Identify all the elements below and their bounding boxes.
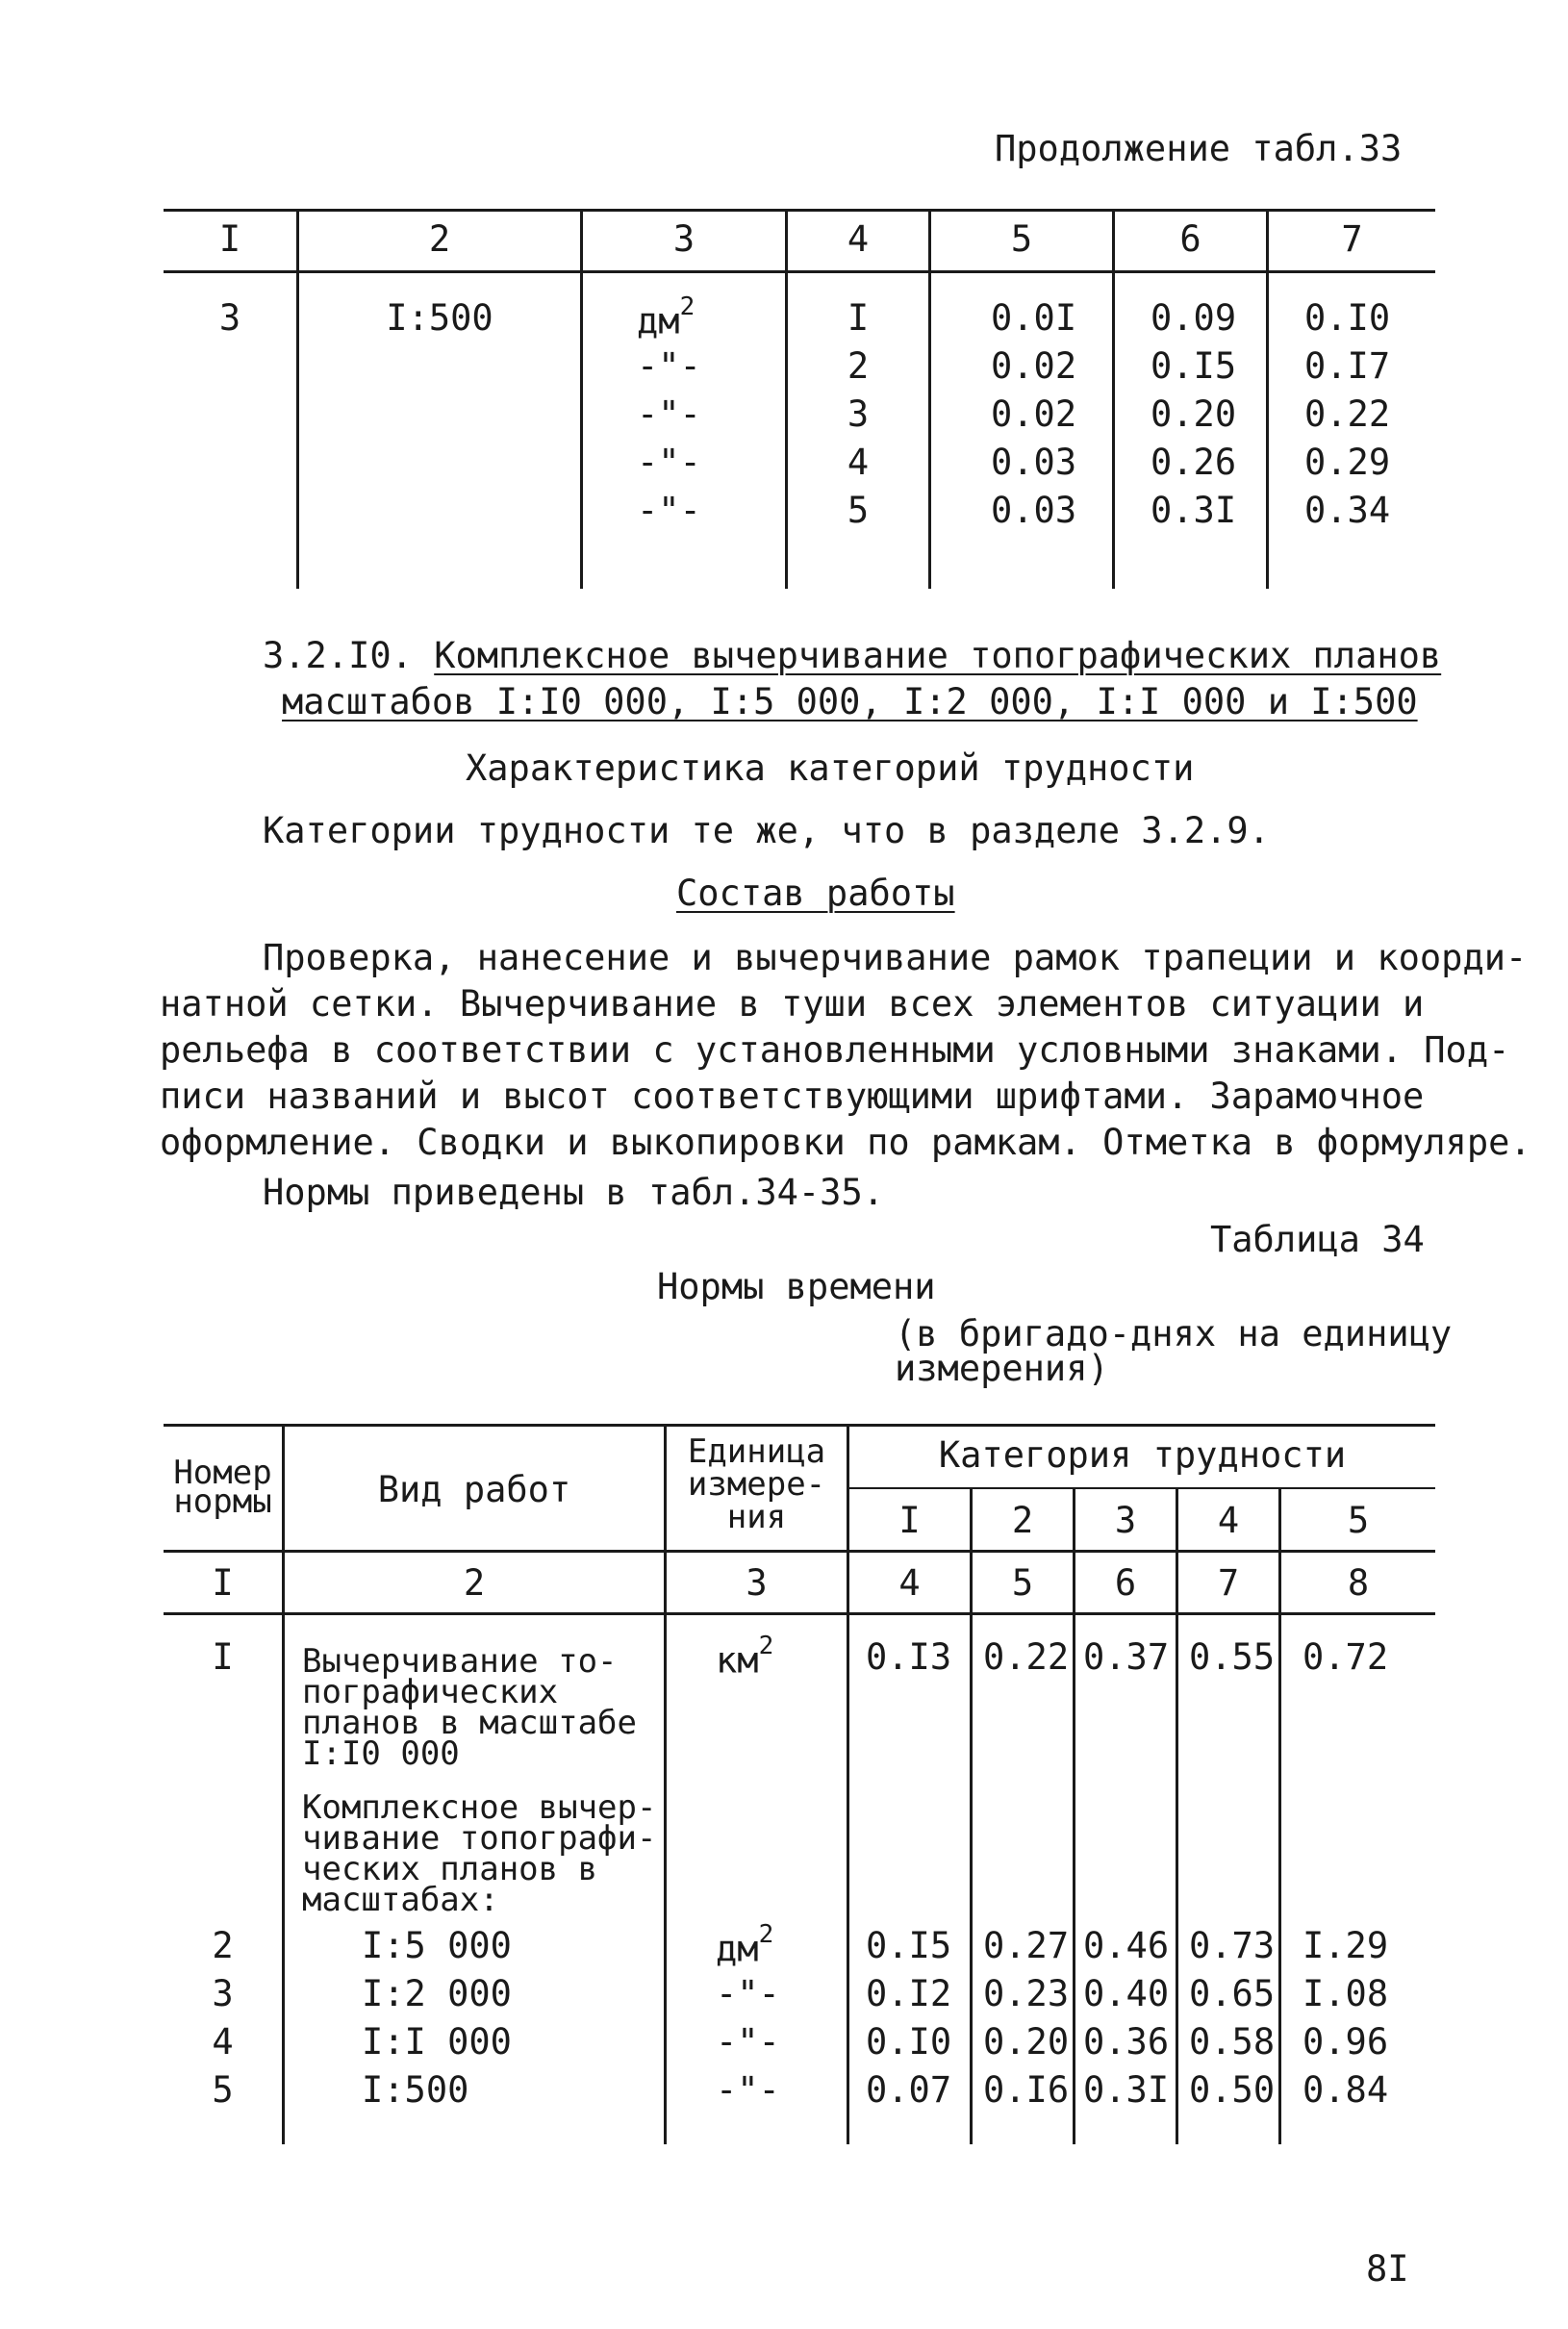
value-cell: 0.36 [1083, 2021, 1170, 2063]
value-cell: I.29 [1302, 1925, 1389, 1966]
header-work-type: Вид работ [377, 1469, 571, 1510]
header-unit: ния [726, 1498, 787, 1536]
norms-reference: Нормы приведены в табл.34-35. [263, 1172, 885, 1213]
category-cell: 5 [847, 490, 870, 531]
value-cell: 0.09 [1151, 297, 1237, 339]
value-cell: 0.3I [1083, 2069, 1170, 2111]
column-number: 8 [1347, 1562, 1370, 1604]
header-category-number: 4 [1217, 1500, 1240, 1541]
work-description-line: Вычерчивание то- [302, 1642, 618, 1681]
value-cell: 0.I0 [866, 2021, 952, 2063]
table33-col-divider [1112, 209, 1115, 589]
column-number: 6 [1114, 1562, 1137, 1604]
table33-header-cell: 5 [1010, 218, 1033, 260]
scale-cell: I:I 000 [362, 2021, 512, 2063]
work-description-line: чивание топографи- [302, 1819, 657, 1858]
value-cell: 0.20 [983, 2021, 1070, 2063]
header-unit: Единица [687, 1432, 826, 1471]
unit-cell: -"- [637, 442, 701, 483]
category-cell: I [847, 297, 870, 339]
table33-col-divider [928, 209, 931, 589]
unit-cell: -"- [716, 1973, 780, 2014]
work-heading: Состав работы [676, 873, 955, 914]
difficulty-heading: Характеристика категорий трудности [466, 747, 1195, 789]
value-cell: 0.I7 [1304, 345, 1391, 387]
norm-number: 5 [212, 2069, 234, 2111]
value-cell: 0.03 [991, 442, 1077, 483]
work-description-line: I:I0 000 [302, 1734, 460, 1773]
work-description-line: Комплексное вычер- [302, 1788, 657, 1827]
value-cell: 0.27 [983, 1925, 1070, 1966]
value-cell: 0.84 [1302, 2069, 1389, 2111]
column-number: 2 [463, 1562, 486, 1604]
table33-norm-number: 3 [218, 297, 241, 339]
table33-header-rule [164, 270, 1435, 273]
section-title-line2: масштабов I:I0 000, I:5 000, I:2 000, I:I 000 и I:500 [282, 681, 1418, 722]
value-cell: 0.23 [983, 1973, 1070, 2014]
work-description-line: ческих планов в [302, 1850, 598, 1888]
unit-cell: -"- [716, 2069, 780, 2111]
table33-header-cell: 4 [847, 218, 870, 260]
header-norm-number: Номер [173, 1454, 272, 1492]
table34-col-divider [282, 1424, 285, 2144]
header-category-number: 5 [1347, 1500, 1370, 1541]
value-cell: 0.46 [1083, 1925, 1170, 1966]
section-heading [263, 635, 1442, 676]
table33-header-cell: 7 [1341, 218, 1363, 260]
table33-scale: I:500 [386, 297, 493, 339]
difficulty-text: Категории трудности те же, что в разделе 3.2.9. [263, 810, 1270, 851]
category-cell: 4 [847, 442, 870, 483]
value-cell: 0.20 [1151, 393, 1237, 435]
value-cell: 0.34 [1304, 490, 1391, 531]
work-description-line: масштабах: [302, 1881, 499, 1919]
value-cell: 0.29 [1304, 442, 1391, 483]
table33-col-divider [1266, 209, 1269, 589]
work-description-line: планов в масштабе [302, 1704, 637, 1742]
work-description-line: пографических [302, 1673, 559, 1711]
table-title: Нормы времени [657, 1266, 936, 1307]
table34-header-rule [164, 1550, 1435, 1553]
unit-cell: -"- [637, 345, 701, 387]
table34-top-rule [164, 1424, 1435, 1427]
column-number: 7 [1217, 1562, 1240, 1604]
table33-col-divider [580, 209, 583, 589]
table33-header-cell: 6 [1179, 218, 1201, 260]
column-number: 4 [898, 1562, 921, 1604]
value-cell: 0.02 [991, 345, 1077, 387]
value-cell: 0.40 [1083, 1973, 1170, 2014]
table33-col-divider [296, 209, 299, 589]
category-cell: 2 [847, 345, 870, 387]
value-cell: 0.I5 [866, 1925, 952, 1966]
section-number: 3.2.I0. [263, 635, 413, 676]
value-cell: I.08 [1302, 1973, 1389, 2014]
table-label: Таблица 34 [1210, 1219, 1425, 1260]
unit-cell: -"- [637, 393, 701, 435]
paragraph-line: рельефа в соответствии с установленными условными знаками. Под- [160, 1029, 1510, 1071]
category-cell: 3 [847, 393, 870, 435]
value-cell: 0.22 [1304, 393, 1391, 435]
value-cell: 0.65 [1189, 1973, 1276, 2014]
norm-number: I [212, 1636, 234, 1678]
norm-number: 4 [212, 2021, 234, 2063]
value-cell: 0.I3 [866, 1636, 952, 1678]
value-cell: 0.I5 [1151, 345, 1237, 387]
header-category: Категория трудности [938, 1434, 1347, 1476]
paragraph-line: писи названий и высот соответствующими шрифтами. Зарамочное [160, 1076, 1425, 1117]
header-category-number: I [898, 1500, 921, 1541]
table34-colnum-rule [164, 1612, 1435, 1615]
paragraph-line: Проверка, нанесение и вычерчивание рамок трапеции и коорди- [263, 937, 1528, 978]
norm-number: 2 [212, 1925, 234, 1966]
value-cell: 0.07 [866, 2069, 952, 2111]
table-subtitle: (в бригадо-днях на единицу [895, 1313, 1453, 1354]
value-cell: 0.58 [1189, 2021, 1276, 2063]
norm-number: 3 [212, 1973, 234, 2014]
unit-cell: $км^2$ [716, 1632, 774, 1682]
value-cell: 0.22 [983, 1636, 1070, 1678]
value-cell: 0.I0 [1304, 297, 1391, 339]
value-cell: 0.03 [991, 490, 1077, 531]
header-norm-number: нормы [173, 1482, 272, 1521]
table33-top-rule [164, 209, 1435, 212]
table33-header-cell: 2 [428, 218, 451, 260]
scale-cell: I:5 000 [362, 1925, 512, 1966]
value-cell: 0.26 [1151, 442, 1237, 483]
section-title: Комплексное вычерчивание топографических планов [434, 635, 1442, 676]
unit-cell: -"- [716, 2021, 780, 2063]
value-cell: 0.0I [991, 297, 1077, 339]
column-number: 3 [746, 1562, 768, 1604]
table34-category-rule [849, 1487, 1435, 1489]
continuation-label: Продолжение табл.33 [995, 128, 1403, 169]
table-subtitle: измерения) [895, 1348, 1109, 1389]
value-cell: 0.50 [1189, 2069, 1276, 2111]
unit-cell: $дм^2$ [716, 1920, 774, 1970]
scale-cell: I:500 [362, 2069, 469, 2111]
value-cell: 0.I6 [983, 2069, 1070, 2111]
scale-cell: I:2 000 [362, 1973, 512, 2014]
value-cell: 0.96 [1302, 2021, 1389, 2063]
header-unit: измере- [687, 1465, 826, 1504]
value-cell: 0.I2 [866, 1973, 952, 2014]
header-category-number: 3 [1114, 1500, 1137, 1541]
value-cell: 0.37 [1083, 1636, 1170, 1678]
header-category-number: 2 [1011, 1500, 1034, 1541]
table33-header-cell: I [218, 218, 241, 260]
value-cell: 0.55 [1189, 1636, 1276, 1678]
page-number: 8I [1366, 2248, 1409, 2290]
value-cell: 0.3I [1151, 490, 1237, 531]
value-cell: 0.72 [1302, 1636, 1389, 1678]
table33-header-cell: 3 [672, 218, 695, 260]
column-number: 5 [1011, 1562, 1034, 1604]
paragraph-line: оформление. Сводки и выкопировки по рамкам. Отметка в формуляре. [160, 1122, 1531, 1163]
unit-cell: -"- [637, 490, 701, 531]
value-cell: 0.02 [991, 393, 1077, 435]
column-number: I [212, 1562, 234, 1604]
value-cell: 0.73 [1189, 1925, 1276, 1966]
unit-cell: $дм^2$ [637, 292, 695, 342]
paragraph-line: натной сетки. Вычерчивание в туши всех элементов ситуации и [160, 983, 1425, 1025]
